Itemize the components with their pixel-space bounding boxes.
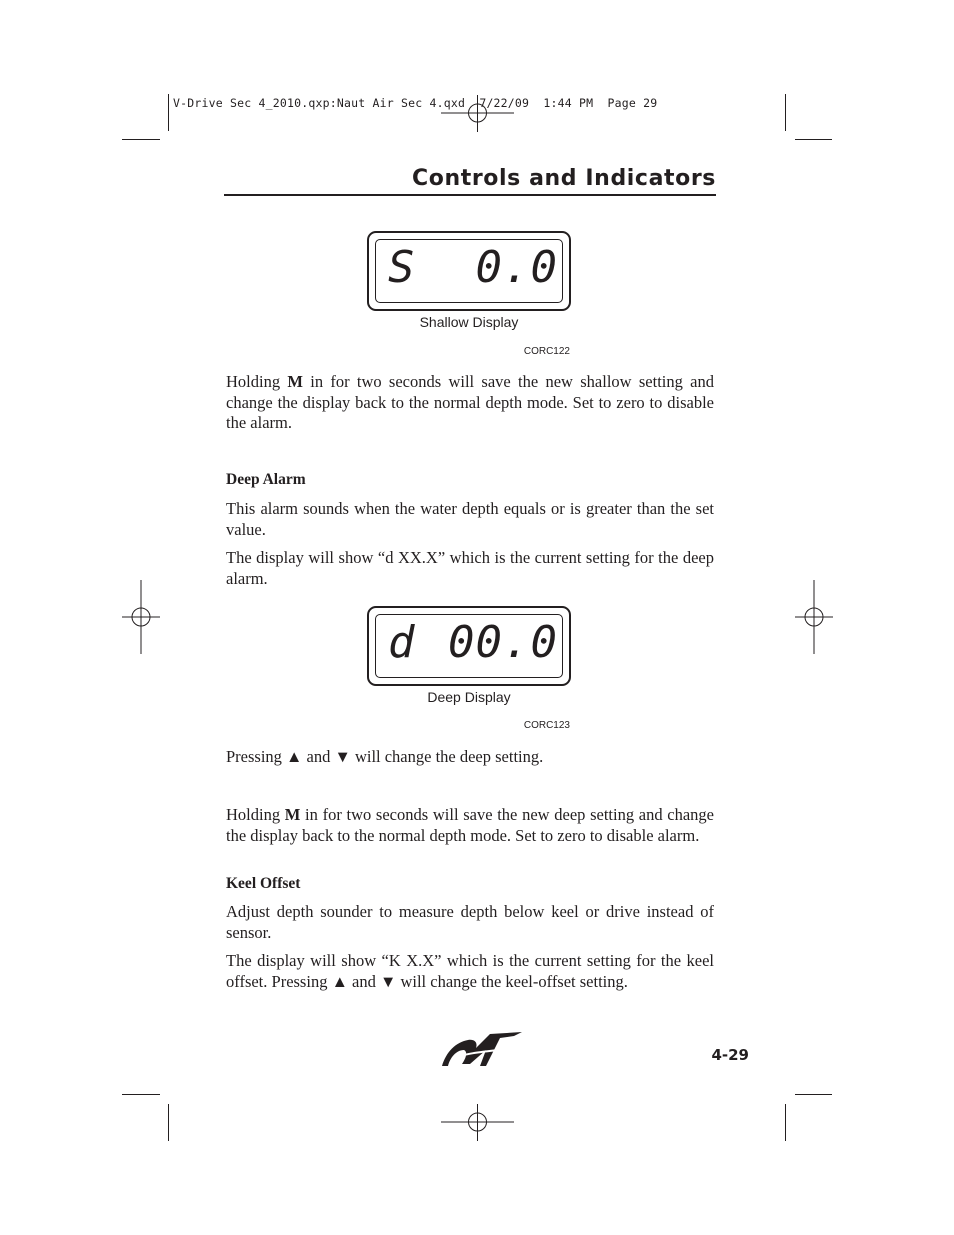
figure-code: CORC123 — [523, 720, 570, 731]
shallow-lcd-display — [367, 231, 571, 311]
paragraph-deep-alarm-1: This alarm sounds when the water depth equals or is greater than the set value. — [226, 499, 714, 539]
crop-mark — [795, 1094, 832, 1095]
heading-deep-alarm: Deep Alarm — [226, 471, 306, 488]
m-key-label: M — [284, 805, 301, 824]
deep-lcd-display — [367, 606, 571, 686]
up-arrow-icon: ▲ — [331, 971, 348, 991]
down-arrow-icon: ▼ — [380, 971, 397, 991]
crop-mark — [785, 94, 786, 131]
registration-mark-left — [122, 580, 160, 654]
crop-mark — [785, 1104, 786, 1141]
figure-code: CORC122 — [523, 346, 570, 357]
crop-mark — [168, 1104, 169, 1141]
file-slug-line: V-Drive Sec 4_2010.qxp:Naut Air Sec 4.qxd 7/22/09 1:44 PM Page 29 — [173, 96, 658, 110]
lcd-screen — [375, 239, 563, 303]
lcd-mode-char: S — [388, 242, 416, 293]
lcd-value: 0.0 — [475, 242, 558, 293]
paragraph-deep-hold: Holding M in for two seconds will save the new deep setting and change the display back to the normal depth mode. Set to zero to disable alarm. — [226, 805, 714, 845]
nautic-star-logo-icon — [440, 1030, 524, 1068]
page-number: 4-29 — [711, 1046, 749, 1064]
crop-mark — [168, 94, 169, 131]
crop-mark — [795, 139, 832, 140]
title-rule — [224, 194, 716, 196]
paragraph-keel-offset-2: The display will show “K X.X” which is the current setting for the keel offset. Pressing ▲ and ▼ will change the keel-offset setting. — [226, 951, 714, 991]
figure-caption: Shallow Display — [419, 314, 519, 330]
lcd-mode-char: d — [388, 617, 416, 668]
lcd-value: 00.0 — [448, 617, 558, 668]
section-title: Controls and Indicators — [411, 166, 716, 191]
paragraph-deep-alarm-2: The display will show “d XX.X” which is the current setting for the deep alarm. — [226, 548, 714, 588]
heading-keel-offset: Keel Offset — [226, 875, 301, 892]
crop-mark — [122, 1094, 160, 1095]
registration-mark-right — [795, 580, 833, 654]
m-key-label: M — [287, 372, 303, 391]
paragraph-shallow-hold: Holding M in for two seconds will save the new shallow setting and change the display back to the normal depth mode. Set to zero to disable the alarm. — [226, 372, 714, 432]
lcd-screen — [375, 614, 563, 678]
crop-mark — [122, 139, 160, 140]
up-arrow-icon: ▲ — [286, 747, 303, 766]
figure-caption: Deep Display — [427, 689, 511, 705]
registration-mark-bottom — [441, 1104, 514, 1141]
down-arrow-icon: ▼ — [334, 747, 351, 766]
paragraph-deep-press: Pressing ▲ and ▼ will change the deep setting. — [226, 747, 544, 766]
paragraph-keel-offset-1: Adjust depth sounder to measure depth below keel or drive instead of sensor. — [226, 902, 714, 942]
